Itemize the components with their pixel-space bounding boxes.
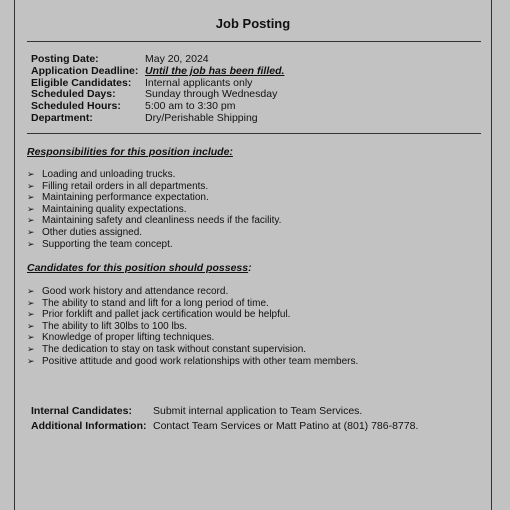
detail-row-application-deadline (31, 66, 284, 78)
arrow-bullet-icon: ➢ (27, 320, 35, 331)
arrow-bullet-icon: ➢ (27, 286, 35, 296)
list-item-text: The ability to stand and lift for a long period of time. (42, 297, 269, 309)
arrow-bullet-icon: ➢ (27, 215, 35, 226)
list-item-text: Loading and unloading trucks. (42, 169, 176, 180)
contact-value: Submit internal application to Team Services. (153, 405, 363, 417)
job-posting-page (14, 0, 492, 510)
detail-value: Dry/Perishable Shipping (145, 111, 258, 124)
detail-label: Eligible Candidates: (31, 76, 132, 89)
contact-label: Internal Candidates: (31, 405, 132, 417)
list-item (27, 215, 281, 227)
detail-label: Scheduled Hours: (31, 100, 121, 113)
list-item (27, 356, 358, 368)
posting-details (31, 54, 284, 125)
qualifications-heading (27, 262, 252, 274)
contact-label: Additional Information: (31, 420, 147, 432)
list-item-text: Maintaining performance expectation. (42, 192, 209, 204)
arrow-bullet-icon: ➢ (27, 332, 35, 343)
list-item-text: Filling retail orders in all departments. (42, 180, 209, 192)
contact-row-additional-information (31, 419, 418, 434)
arrow-bullet-icon: ➢ (27, 297, 35, 308)
detail-value: Until the job has been filled. (145, 64, 285, 77)
list-item-text: The dedication to stay on task without constant supervision. (42, 343, 307, 355)
detail-value: 5:00 am to 3:30 pm (145, 100, 236, 113)
list-item-text: The ability to lift 30lbs to 100 lbs. (42, 320, 188, 332)
list-item (27, 286, 358, 298)
contact-row-internal-candidates (31, 404, 418, 419)
qualifications-heading-suffix: : (248, 262, 252, 274)
arrow-bullet-icon: ➢ (27, 180, 35, 191)
detail-value: May 20, 2024 (145, 53, 209, 65)
arrow-bullet-icon: ➢ (27, 192, 35, 203)
list-item-text: Positive attitude and good work relationships with other team members. (42, 355, 359, 367)
qualifications-heading-text: Candidates for this position should possess (27, 262, 249, 274)
arrow-bullet-icon: ➢ (27, 169, 35, 179)
list-item-text: Good work history and attendance record. (42, 286, 229, 297)
list-item-text: Knowledge of proper lifting techniques. (42, 332, 215, 344)
arrow-bullet-icon: ➢ (27, 226, 35, 237)
detail-label: Posting Date: (31, 53, 99, 65)
page-title: Job Posting (215, 16, 291, 31)
detail-label: Department: (31, 111, 93, 124)
arrow-bullet-icon: ➢ (27, 343, 35, 354)
list-item (27, 332, 358, 344)
arrow-bullet-icon: ➢ (27, 238, 35, 249)
list-item-text: Maintaining quality expectations. (42, 203, 187, 215)
qualifications-list (27, 286, 358, 367)
top-divider (27, 41, 481, 42)
list-item (27, 192, 281, 204)
list-item-text: Other duties assigned. (42, 226, 143, 238)
arrow-bullet-icon: ➢ (27, 309, 35, 320)
list-item (27, 321, 358, 333)
contact-info (31, 404, 418, 434)
list-item (27, 181, 281, 193)
responsibilities-heading-text: Responsibilities for this position include: (27, 146, 233, 158)
list-item (27, 204, 281, 216)
list-item-text: Maintaining safety and cleanliness needs if the facility. (42, 215, 282, 227)
list-item (27, 227, 281, 239)
detail-label: Scheduled Days: (31, 88, 116, 101)
arrow-bullet-icon: ➢ (27, 203, 35, 214)
list-item-text: Prior forklift and pallet jack certification would be helpful. (42, 309, 291, 321)
list-item (27, 309, 358, 321)
list-item (27, 239, 281, 251)
list-item (27, 298, 358, 310)
contact-value: Contact Team Services or Matt Patino at (801) 786-8778. (153, 420, 419, 432)
detail-value: Sunday through Wednesday (145, 88, 278, 101)
arrow-bullet-icon: ➢ (27, 355, 35, 366)
detail-label: Application Deadline: (31, 64, 139, 77)
responsibilities-heading (27, 146, 233, 158)
list-item (27, 169, 281, 181)
responsibilities-list (27, 169, 281, 250)
list-item (27, 344, 358, 356)
detail-row-department (31, 113, 284, 125)
list-item-text: Supporting the team concept. (42, 238, 173, 250)
detail-value: Internal applicants only (145, 76, 253, 89)
details-divider (27, 133, 481, 134)
